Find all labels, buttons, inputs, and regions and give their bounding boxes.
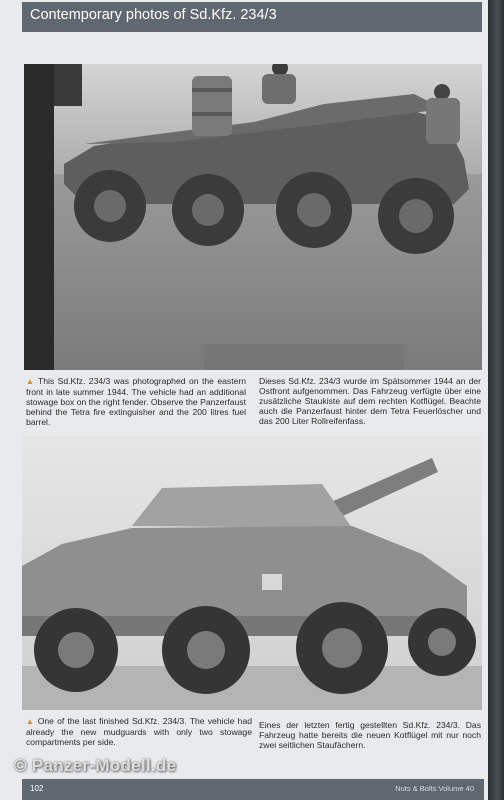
caption-marker-icon: ▲: [26, 717, 35, 726]
page-title: Contemporary photos of Sd.Kfz. 234/3: [30, 7, 277, 23]
photo-top-image: [24, 64, 482, 370]
caption-top-german: Dieses Sd.Kfz. 234/3 wurde im Spätsommer 1944 an der Ostfront aufgenommen. Das Fahrzeug verfügte über eine zusätzliche Staukiste auf dem rechten Kotflügel. Beachte auch die Panzerfaust hinter dem Tetra Feuerlöscher und das 200 Liter Rollreifenfass.: [259, 376, 481, 426]
watermark-text: © Panzer-Modell.de: [14, 756, 177, 775]
series-title: Nuts & Bolts Volume 40: [395, 784, 474, 793]
caption-top-english: ▲ This Sd.Kfz. 234/3 was photographed on the eastern front in late summer 1944. The vehicle had an additional stowage box on the right fender. Observe the Panzerfaust behind the Tetra fire extinguisher and the 200 litres fuel barrel.: [26, 376, 247, 427]
photo-top-armored-car: [24, 64, 482, 370]
photo-bottom-image: [22, 436, 482, 710]
page-number: 102: [30, 784, 44, 793]
caption-bottom-english: ▲ One of the last finished Sd.Kfz. 234/3. The vehicle had already the new mudguards with only two stowage compartments per side.: [26, 716, 252, 747]
caption-marker-icon: ▲: [26, 377, 35, 386]
caption-bottom-german: Eines der letzten fertig gestellten Sd.Kfz. 234/3. Das Fahrzeug hatte bereits die neuen Kotflügel mit nur noch zwei seitlichen Staufächern.: [259, 720, 481, 750]
book-spine-edge: [488, 0, 504, 800]
photo-bottom-armored-car: [22, 436, 482, 710]
